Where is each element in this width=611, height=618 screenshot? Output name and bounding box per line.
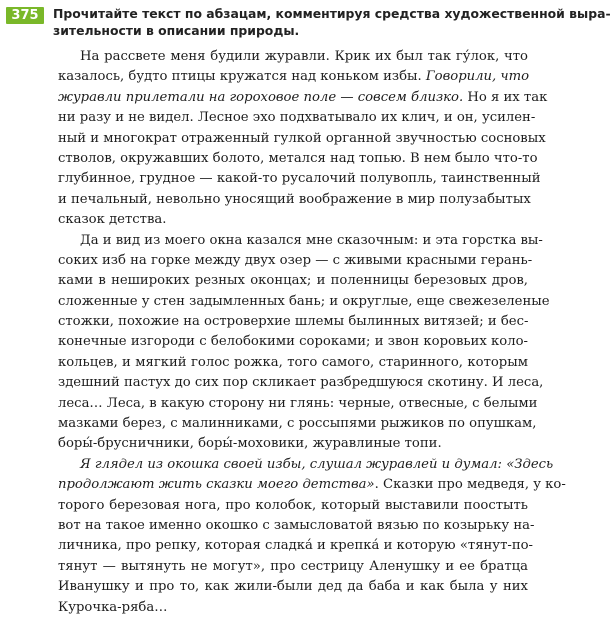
text-line bbox=[58, 210, 528, 230]
text-line bbox=[58, 129, 546, 149]
text-run: ни разу и не видел. Лесное эхо подхватывало их клич, и он, усилен- bbox=[58, 110, 536, 126]
text-line bbox=[58, 231, 543, 251]
text-run: Иванушку и про то, как жили-были дед да баба и как была у них bbox=[58, 579, 528, 595]
task-instruction-line: Прочитайте текст по абзацам, комментируя средства художественной выра- bbox=[53, 6, 611, 21]
task-number-badge: 375 bbox=[6, 7, 44, 24]
text-line bbox=[58, 149, 538, 169]
text-line bbox=[58, 292, 550, 312]
text-run: Но я их так bbox=[463, 89, 548, 105]
text-run: стволов, окружавших болото, метался над топью. В нем было что-то bbox=[58, 150, 538, 166]
text-line bbox=[58, 394, 538, 414]
text-run: личника, про репку, которая сладка́ и крепка́ и которую «тянут-по- bbox=[58, 538, 534, 554]
text-line bbox=[58, 475, 566, 495]
task-instruction bbox=[53, 6, 611, 39]
text-run: сложенные у стен задымленных бань; и округлые, еще свежезеленые bbox=[58, 293, 550, 309]
text-paragraph bbox=[58, 47, 548, 231]
text-run: кольцев, и мягкий голос рожка, того самого, старинного, которым bbox=[58, 354, 528, 370]
text-line bbox=[58, 516, 535, 536]
text-line bbox=[58, 88, 548, 108]
text-line bbox=[58, 557, 528, 577]
text-run: казалось, будто птицы кружатся над коньком избы. bbox=[58, 69, 426, 85]
text-line bbox=[58, 598, 528, 618]
text-line bbox=[58, 414, 537, 434]
text-line bbox=[58, 251, 533, 271]
text-run: торого березовая нога, про колобок, который выставили поостыть bbox=[58, 497, 528, 513]
text-run: . Сказки про медведя, у ко- bbox=[374, 477, 566, 493]
text-line bbox=[58, 577, 528, 597]
text-run: леса… Леса, в какую сторону ни глянь: черные, отвесные, с белыми bbox=[58, 395, 538, 411]
text-run: глубинное, грудное — какой-то русалочий полувопль, таинственный bbox=[58, 171, 541, 187]
italic-text: журавли прилетали на гороховое поле — совсем близко. bbox=[58, 89, 464, 105]
italic-text: продолжают жить сказки моего детства» bbox=[58, 477, 375, 493]
text-line bbox=[58, 536, 534, 556]
text-line bbox=[58, 455, 554, 475]
text-line bbox=[58, 190, 531, 210]
text-run: конечные изгороди с белобокими сороками; и звон коровьих коло- bbox=[58, 334, 528, 350]
italic-text: Говорили, что bbox=[425, 69, 530, 85]
text-run: и печальный, невольно уносящий воображение в мир полузабытых bbox=[58, 191, 531, 207]
text-run: вот на такое именно окошко с замысловатой вязью по козырьку на- bbox=[58, 517, 535, 533]
italic-text: Я глядел из окошка своей избы, слушал журавлей и думал: «Здесь bbox=[80, 456, 554, 472]
text-line bbox=[58, 271, 528, 291]
text-run: ный и многократ отраженный гулкой органной звучностью сосновых bbox=[58, 130, 546, 146]
text-paragraph bbox=[58, 231, 550, 455]
text-run: сказок детства. bbox=[58, 212, 167, 228]
text-line bbox=[58, 312, 528, 332]
text-run: боры́-брусничники, боры́-моховики, журавлиные топи. bbox=[58, 436, 442, 452]
text-run: мазками берез, с малинниками, с россыпями рыжиков по опушкам, bbox=[58, 416, 537, 432]
text-run: Да и вид из моего окна казался мне сказочным: и эта горстка вы- bbox=[80, 232, 543, 248]
text-run: На рассвете меня будили журавли. Крик их был так гу́лок, что bbox=[80, 49, 528, 64]
text-line bbox=[58, 332, 528, 352]
text-run: соких изб на горке между двух озер — с живыми красными герань- bbox=[58, 252, 533, 268]
text-run: тянут — вытянуть не могут», про сестрицу Аленушку и ее братца bbox=[58, 558, 528, 574]
task-instruction-line: зительности в описании природы. bbox=[53, 22, 300, 38]
text-paragraph bbox=[58, 455, 566, 618]
text-run: Курочка-ряба… bbox=[58, 599, 168, 615]
text-line bbox=[58, 67, 528, 87]
text-line bbox=[58, 169, 541, 189]
text-run: здешний пастух до сих пор скликает разбредшуюся скотину. И леса, bbox=[58, 375, 544, 391]
task-header bbox=[6, 6, 611, 39]
text-line bbox=[58, 108, 536, 128]
text-line bbox=[58, 434, 528, 454]
reading-text bbox=[58, 47, 566, 618]
text-run: ками в нешироких резных оконцах; и поленницы березовых дров, bbox=[58, 273, 528, 289]
text-line bbox=[58, 496, 528, 516]
text-line bbox=[58, 353, 528, 373]
text-run: стожки, похожие на островерхие шлемы былинных витязей; и бес- bbox=[58, 314, 529, 330]
text-line bbox=[58, 373, 544, 393]
text-line bbox=[58, 47, 528, 67]
